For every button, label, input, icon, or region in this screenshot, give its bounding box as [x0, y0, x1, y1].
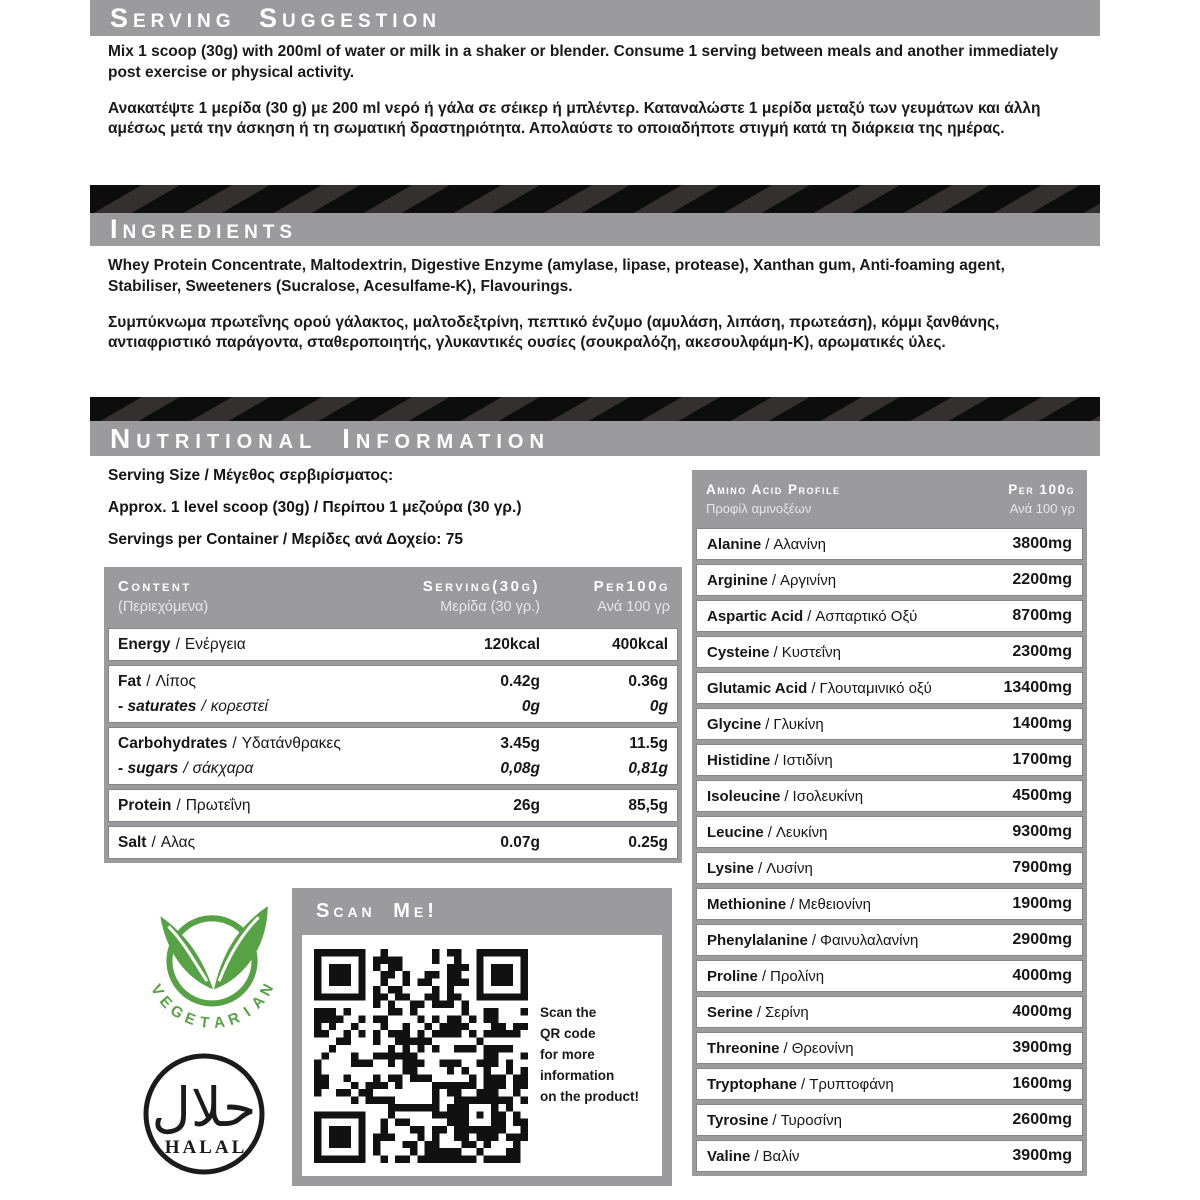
svg-text:I: I [240, 1004, 254, 1021]
content-table-header [108, 571, 678, 624]
amino-row [696, 1068, 1083, 1100]
serving-col-subtitle: Μερίδα (30 γρ.) [440, 599, 540, 615]
nutrient-name-en: Salt [118, 834, 147, 851]
per100-value: 11.5g [629, 735, 668, 752]
amino-row [696, 744, 1083, 776]
separator: / [175, 636, 180, 653]
amino-name-en: Leucine [707, 823, 764, 841]
scan-me-title: Scan Me! [316, 900, 438, 922]
content-row-group [108, 826, 678, 859]
amino-name-el: Γλουταμινικό οξύ [819, 679, 932, 697]
amino-name-el: Ασπαρτικό Οξύ [815, 607, 918, 625]
scan-me-inner [302, 935, 662, 1176]
amino-row [696, 888, 1083, 920]
amino-row [696, 564, 1083, 596]
svg-text:E: E [182, 1009, 198, 1029]
per100-col-subtitle: Ανά 100 γρ [597, 599, 670, 615]
ingredients-text-en: Whey Protein Concentrate, Maltodextrin, Digestive Enzyme (amylase, lipase, protease), Xanthan gum, Anti-foaming agent, Stabiliser, Sweeteners (Sucralose, Acesulfame-K), Flavourings. [108, 257, 1005, 295]
separator: / [771, 571, 777, 589]
nutritional-information-header [90, 421, 1100, 456]
vegetarian-arc-text [147, 981, 277, 1032]
amino-name-en: Arginine [707, 571, 768, 589]
svg-text:E: E [155, 992, 176, 1012]
amino-name-en: Proline [707, 967, 758, 985]
separator: / [811, 931, 817, 949]
serving-col-title: Serving(30g) [422, 578, 540, 595]
serving-value: 3.45g [500, 735, 540, 752]
hazard-stripe-divider [90, 397, 1100, 421]
separator: / [757, 859, 763, 877]
amino-value: 1900mg [1012, 895, 1072, 912]
amino-value: 4000mg [1012, 967, 1072, 984]
amino-row [696, 816, 1083, 848]
amino-name-en: Histidine [707, 751, 771, 769]
halal-badge-icon [138, 1048, 270, 1180]
nutrient-name-en: Carbohydrates [118, 735, 228, 752]
nutrient-name-en: Energy [118, 636, 171, 653]
serving-value: 0.42g [500, 673, 540, 690]
content-subrow [118, 756, 668, 781]
per100-value: 0.25g [628, 834, 668, 851]
serving-suggestion-text-el: Ανακατέψτε 1 μερίδα (30 g) με 200 ml νερό ή γάλα σε σέικερ ή μπλέντερ. Καταναλώστε 1 μερίδα μεταξύ των γευμάτων και άλλη αμέσως μετά την άσκηση ή τη σωματική δραστηριότητα. Απολαύστε το οποιαδήποτε στιγμή κατά τη διάρκεια της ημέρας. [108, 99, 1041, 138]
amino-value: 3900mg [1012, 1039, 1072, 1056]
content-row-group [108, 665, 678, 723]
scoop-line: Approx. 1 level scoop (30g) / Περίπου 1 μεζούρα (30 γρ.) [108, 499, 522, 516]
content-row [118, 830, 668, 855]
amino-name-el: Λυσίνη [766, 859, 813, 877]
amino-name-el: Γλυκίνη [773, 715, 824, 733]
amino-row [696, 852, 1083, 884]
separator: / [765, 535, 770, 553]
nutrient-name-en: - saturates [118, 698, 197, 715]
amino-per100-title: Per 100g [1008, 482, 1075, 497]
serving-suggestion-text [108, 42, 1068, 140]
nutritional-information-title: Nutritional Information [110, 422, 550, 454]
servings-per-container-line: Servings per Container / Μερίδες ανά Δοχείο: 75 [108, 531, 463, 548]
serving-size-line: Serving Size / Μέγεθος σερβιρίσματος: [108, 467, 394, 484]
content-subrow [118, 694, 668, 719]
amino-name-en: Glutamic Acid [707, 679, 808, 697]
per100-col-header [540, 578, 670, 615]
per100-col-title: Per100g [593, 578, 670, 595]
amino-name-en: Serine [707, 1003, 753, 1021]
content-row [118, 669, 668, 694]
amino-name-el: Αλανίνη [773, 535, 826, 553]
nutrient-name-el: Υδατάνθρακες [241, 735, 341, 752]
amino-table-header [696, 474, 1083, 524]
separator: / [774, 751, 779, 769]
amino-value: 8700mg [1012, 607, 1072, 624]
per100-value: 0.36g [628, 673, 668, 690]
separator: / [765, 715, 770, 733]
amino-value: 1700mg [1012, 751, 1072, 768]
amino-name-el: Λευκίνη [775, 823, 828, 841]
nutrient-name-el: σάκχαρα [192, 760, 254, 777]
amino-value: 3800mg [1012, 535, 1072, 552]
amino-name-en: Isoleucine [707, 787, 781, 805]
amino-row [696, 960, 1083, 992]
separator: / [151, 834, 156, 851]
amino-name-en: Aspartic Acid [707, 607, 804, 625]
amino-value: 13400mg [1003, 679, 1072, 696]
svg-text:G: G [167, 1001, 187, 1023]
svg-text:A: A [212, 1013, 226, 1032]
nutrient-name-el: Αλας [160, 834, 196, 851]
amino-row [696, 708, 1083, 740]
amino-value: 2600mg [1012, 1111, 1072, 1128]
per100-value: 0,81g [628, 760, 668, 777]
amino-name-el: Τυροσίνη [780, 1111, 842, 1129]
separator: / [772, 1111, 777, 1129]
amino-value: 4000mg [1012, 1003, 1072, 1020]
serving-col-header [365, 578, 540, 615]
qr-code-icon [314, 949, 528, 1163]
scan-caption-line: information [540, 1067, 615, 1083]
amino-name-en: Tyrosine [707, 1111, 769, 1129]
per100-value: 85,5g [628, 797, 668, 814]
serving-suggestion-header [90, 0, 1100, 36]
svg-text:R: R [225, 1009, 243, 1030]
content-row [118, 731, 668, 756]
amino-row [696, 1032, 1083, 1064]
amino-title: Amino Acid Profile [706, 482, 841, 497]
halal-arabic-text: حلال [151, 1076, 257, 1139]
separator: / [767, 823, 772, 841]
separator: / [756, 1003, 762, 1021]
serving-suggestion-text-en: Mix 1 scoop (30g) with 200ml of water or milk in a shaker or blender. Consume 1 serving between meals and another immediately post exercise or physical activity. [108, 43, 1059, 81]
amino-name-el: Κυστεΐνη [781, 643, 841, 661]
amino-name-el: Θρεονίνη [791, 1039, 854, 1057]
amino-value: 9300mg [1012, 823, 1072, 840]
nutrient-name-el: Λίπος [155, 673, 196, 690]
amino-value: 1600mg [1012, 1075, 1072, 1092]
amino-row [696, 780, 1083, 812]
separator: / [783, 1039, 788, 1057]
svg-text:T: T [198, 1013, 211, 1032]
separator: / [790, 895, 795, 913]
scan-caption [540, 1003, 650, 1108]
amino-row [696, 672, 1083, 704]
separator: / [773, 643, 778, 661]
svg-text:A: A [248, 992, 269, 1013]
amino-name-en: Lysine [707, 859, 754, 877]
serving-value: 0g [521, 698, 540, 715]
amino-value: 7900mg [1012, 859, 1072, 876]
amino-name-en: Cysteine [707, 643, 770, 661]
serving-value: 120kcal [483, 636, 540, 653]
amino-row [696, 996, 1083, 1028]
content-col-header [118, 578, 365, 615]
halal-latin-text: HALAL [164, 1137, 248, 1158]
separator: / [801, 1075, 806, 1093]
amino-acid-table [692, 470, 1087, 1176]
amino-name-el: Αργινίνη [780, 571, 837, 589]
amino-row [696, 924, 1083, 956]
scan-caption-line: Scan the [540, 1005, 597, 1021]
amino-value: 2900mg [1012, 931, 1072, 948]
vegetarian-badge-icon [136, 896, 288, 1048]
scan-caption-line: for more [540, 1047, 595, 1063]
per100-value: 400kcal [611, 636, 668, 653]
separator: / [807, 607, 812, 625]
amino-value: 3900mg [1012, 1147, 1072, 1164]
amino-name-el: Βαλίν [762, 1147, 800, 1165]
amino-value: 1400mg [1012, 715, 1072, 732]
separator: / [761, 967, 767, 985]
amino-name-el: Σερίνη [765, 1003, 809, 1021]
nutrient-name-en: Fat [118, 673, 142, 690]
content-row-group [108, 628, 678, 661]
nutrient-name-el: Ενέργεια [184, 636, 246, 653]
content-row [118, 793, 668, 818]
amino-name-en: Valine [707, 1147, 751, 1165]
serving-value: 0,08g [500, 760, 540, 777]
separator: / [232, 735, 237, 752]
amino-value: 4500mg [1012, 787, 1072, 804]
amino-name-el: Φαινυλαλανίνη [820, 931, 919, 949]
amino-name-en: Phenylalanine [707, 931, 808, 949]
content-row-group [108, 789, 678, 822]
nutrient-name-en: Protein [118, 797, 172, 814]
content-col-title: Content [118, 578, 192, 595]
amino-value: 2200mg [1012, 571, 1072, 588]
amino-name-el: Ιστιδίνη [782, 751, 833, 769]
content-row [118, 632, 668, 657]
amino-name-en: Threonine [707, 1039, 780, 1057]
serving-suggestion-title: Serving Suggestion [110, 2, 442, 33]
content-row-group [108, 727, 678, 785]
hazard-stripe-divider [90, 185, 1100, 213]
ingredients-title: Ingredients [110, 214, 298, 244]
amino-value: 2300mg [1012, 643, 1072, 660]
per100-value: 0g [649, 698, 668, 715]
amino-header-right [1008, 482, 1075, 516]
ingredients-text [108, 256, 1068, 354]
amino-name-el: Μεθειονίνη [798, 895, 871, 913]
separator: / [201, 698, 206, 715]
nutrient-name-en: - sugars [118, 760, 179, 777]
separator: / [784, 787, 789, 805]
separator: / [176, 797, 181, 814]
serving-size-block [108, 466, 678, 562]
ingredients-header [90, 213, 1100, 246]
amino-row [696, 600, 1083, 632]
amino-name-el: Προλίνη [770, 967, 825, 985]
scan-caption-line: on the product! [540, 1088, 639, 1104]
amino-name-en: Glycine [707, 715, 762, 733]
scan-me-box [292, 888, 672, 1186]
amino-name-el: Τρυπτοφάνη [809, 1075, 894, 1093]
amino-row [696, 1140, 1083, 1172]
separator: / [146, 673, 151, 690]
scan-caption-line: QR code [540, 1026, 596, 1042]
amino-row [696, 1104, 1083, 1136]
nutrient-name-el: Πρωτεΐνη [185, 797, 251, 814]
content-table [104, 567, 682, 863]
amino-header-left [706, 482, 841, 516]
separator: / [811, 679, 816, 697]
amino-per100-title-el: Ανά 100 γρ [1009, 501, 1075, 516]
content-col-subtitle: (Περιεχόμενα) [118, 599, 209, 615]
amino-name-el: Ισολευκίνη [792, 787, 864, 805]
amino-row [696, 636, 1083, 668]
separator: / [183, 760, 188, 777]
amino-name-en: Tryptophane [707, 1075, 798, 1093]
ingredients-text-el: Συμπύκνωμα πρωτεΐνης ορού γάλακτος, μαλτοδεξτρίνη, πεπτικό ένζυμο (αμυλάση, λιπάση, πρωτεάση), κόμμι ξανθάνης, αντιαφριστικό παράγοντα, σταθεροποιητής, γλυκαντικές ουσίες (σουκραλόζη, ακεσουλφάμη-Κ), αρωματικές ύλες. [108, 313, 1000, 352]
svg-text:V: V [147, 981, 167, 999]
separator: / [754, 1147, 759, 1165]
amino-name-en: Alanine [707, 535, 762, 553]
amino-row [696, 528, 1083, 560]
amino-title-el: Προφίλ αμινοξέων [706, 501, 812, 516]
serving-value: 0.07g [500, 834, 540, 851]
nutrient-name-el: κορεστεί [210, 698, 268, 715]
amino-name-en: Methionine [707, 895, 787, 913]
svg-text:N: N [256, 981, 278, 999]
serving-value: 26g [513, 797, 540, 814]
